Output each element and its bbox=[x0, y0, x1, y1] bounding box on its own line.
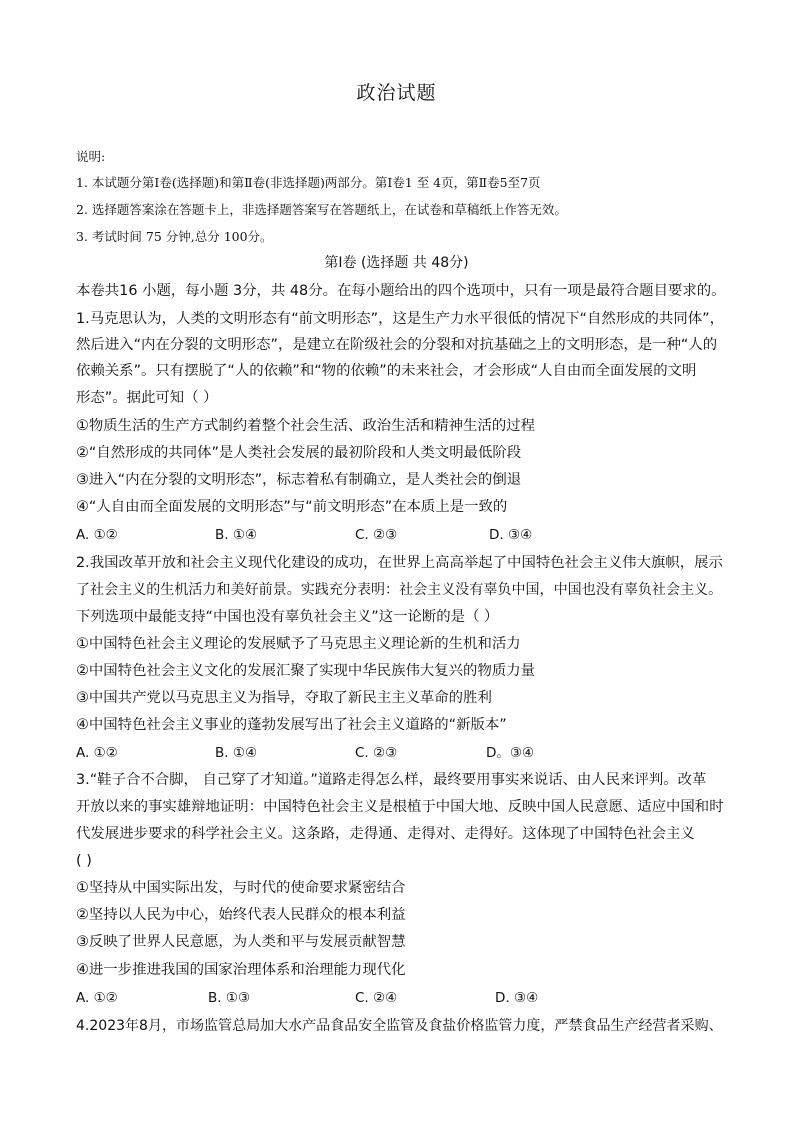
q3-item: ②坚持以人民为中心，始终代表人民群众的根本利益 bbox=[76, 907, 406, 923]
q3-stem-line: 代发展进步要求的科学社会主义。这条路，走得通、走得对、走得好。这体现了中国特色社会主义 bbox=[76, 826, 695, 842]
q2-item: ③中国共产党以马克思主义为指导，夺取了新民主主义革命的胜利 bbox=[76, 690, 492, 706]
q2-option-d: D。③④ bbox=[486, 745, 535, 761]
q1-option-a: A. ①② bbox=[76, 527, 118, 543]
q3-option-c: C. ②④ bbox=[355, 990, 398, 1006]
q3-stem-line: ( ) bbox=[76, 853, 92, 869]
q3-item: ④进一步推进我国的国家治理体系和治理能力现代化 bbox=[76, 962, 406, 978]
q2-option-c: C. ②③ bbox=[355, 745, 398, 761]
section-title: 第Ⅰ卷 (选择题 共 48分) bbox=[324, 255, 469, 271]
q1-item: ②“自然形成的共同体”是人类社会发展的最初阶段和人类文明最低阶段 bbox=[76, 445, 522, 461]
q3-item: ③反映了世界人民意愿，为人类和平与发展贡献智慧 bbox=[76, 934, 406, 950]
q2-stem-line: 2.我国改革开放和社会主义现代化建设的成功，在世界上高高举起了中国特色社会主义伟大旗帜，展示 bbox=[76, 555, 723, 571]
notes-item: 3. 考试时间 75 分钟,总分 100分。 bbox=[76, 229, 273, 244]
q2-option-b: B. ①④ bbox=[215, 745, 258, 761]
q1-option-c: C. ②③ bbox=[355, 527, 398, 543]
q1-stem-line: 依赖关系”。只有摆脱了“人的依赖”和“物的依赖”的未来社会，才会形成“人自由而全面发展的文明 bbox=[76, 363, 697, 379]
q1-stem-line: 1.马克思认为，人类的文明形态有“前文明形态”，这是生产力水平很低的情况下“自然形成的共同体”， bbox=[76, 311, 724, 327]
q1-stem-line: 然后进入“内在分裂的文明形态”，是建立在阶级社会的分裂和对抗基础之上的文明形态，是一种“人的 bbox=[76, 337, 718, 353]
q2-item: ①中国特色社会主义理论的发展赋予了马克思主义理论新的生机和活力 bbox=[76, 636, 521, 652]
q3-option-d: D. ③④ bbox=[495, 990, 539, 1006]
q2-stem-line: 下列选项中最能支持“中国也没有辜负社会主义”这一论断的是（ ） bbox=[76, 609, 499, 625]
q4-stem-line: 4.2023年8月，市场监管总局加大水产品食品安全监管及食盐价格监管力度，严禁食品生产经营者采购、 bbox=[76, 1018, 723, 1034]
page-title: 政治试题 bbox=[356, 82, 437, 104]
q3-stem-line: 开放以来的事实雄辩地证明：中国特色社会主义是根植于中国大地、反映中国人民意愿、适应中国和时 bbox=[76, 799, 724, 815]
notes-item: 2. 选择题答案涂在答题卡上，非选择题答案写在答题纸上，在试卷和草稿纸上作答无效。 bbox=[76, 202, 567, 217]
notes-item: 1. 本试题分第Ⅰ卷(选择题)和第Ⅱ卷(非选择题)两部分。第Ⅰ卷1 至 4页，第Ⅱ卷5至7页 bbox=[76, 175, 541, 190]
section-intro: 本卷共16 小题，每小题 3分，共 48分。在每小题给出的四个选项中，只有一项是最符合题目要求的。 bbox=[76, 283, 726, 299]
q2-item: ④中国特色社会主义事业的蓬勃发展写出了社会主义道路的“新版本” bbox=[76, 717, 507, 733]
notes-heading: 说明: bbox=[76, 149, 106, 164]
q1-stem-line: 形态”。据此可知（ ） bbox=[76, 390, 218, 406]
q2-item: ②中国特色社会主义文化的发展汇聚了实现中华民族伟大复兴的物质力量 bbox=[76, 663, 536, 679]
q1-item: ③进入“内在分裂的文明形态”，标志着私有制确立，是人类社会的倒退 bbox=[76, 472, 522, 488]
q1-item: ①物质生活的生产方式制约着整个社会生活、政治生活和精神生活的过程 bbox=[76, 418, 536, 434]
q3-option-a: A. ①② bbox=[76, 990, 118, 1006]
q1-item: ④“人自由而全面发展的文明形态”与“前文明形态”在本质上是一致的 bbox=[76, 499, 508, 515]
q2-option-a: A. ①② bbox=[76, 745, 118, 761]
q3-option-b: B. ①③ bbox=[208, 990, 251, 1006]
q1-option-b: B. ①④ bbox=[215, 527, 258, 543]
q2-stem-line: 了社会主义的生机活力和美好前景。实践充分表明：社会主义没有辜负中国，中国也没有辜负社会主义。 bbox=[76, 582, 723, 598]
q1-option-d: D. ③④ bbox=[489, 527, 533, 543]
q3-stem-line: 3.“鞋子合不合脚， 自己穿了才知道。”道路走得怎么样，最终要用事实来说话、由人民来评判。改革 bbox=[76, 772, 707, 788]
q3-item: ①坚持从中国实际出发，与时代的使命要求紧密结合 bbox=[76, 880, 406, 896]
